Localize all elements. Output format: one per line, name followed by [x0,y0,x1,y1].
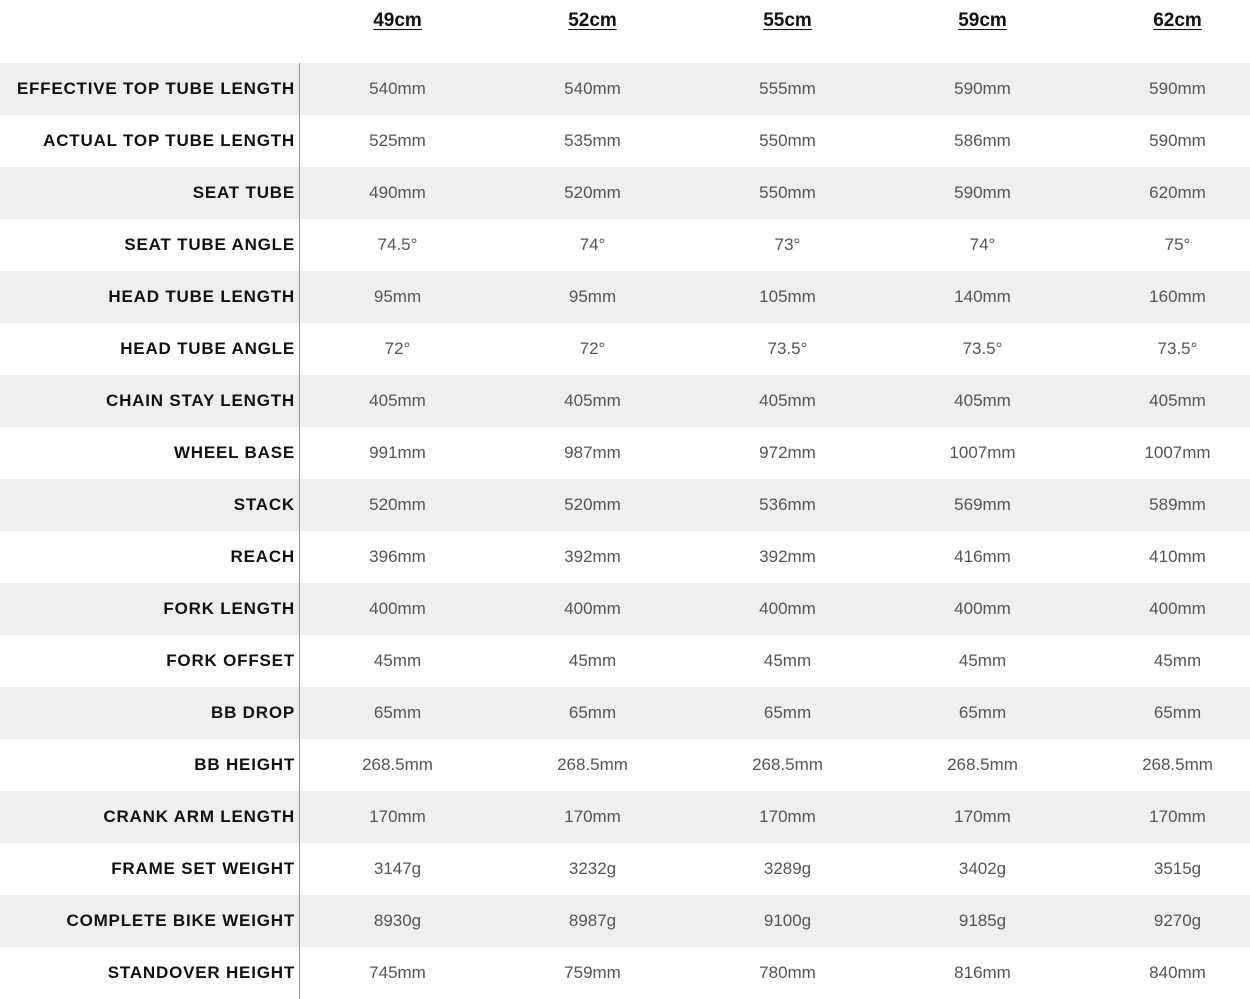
table-cell: 780mm [759,963,816,982]
table-cell: 586mm [954,131,1011,150]
table-row [0,219,1250,271]
table-cell: 170mm [369,807,426,826]
table-cell: 535mm [564,131,621,150]
table-cell: 590mm [954,183,1011,202]
table-cell: 550mm [759,183,816,202]
row-label: FRAME SET WEIGHT [0,843,300,895]
table-cell: 45mm [373,651,422,670]
table-cell: 392mm [564,547,621,566]
table-cell: 400mm [954,599,1011,618]
table-cell: 45mm [958,651,1007,670]
table-cell: 45mm [763,651,812,670]
header-spacer [0,0,300,63]
table-cell: 490mm [369,183,426,202]
table-cell: 65mm [763,703,812,722]
table-cell: 9185g [958,911,1007,930]
table-cell: 400mm [759,599,816,618]
table-cell: 991mm [369,443,426,462]
table-cell: 540mm [369,79,426,98]
table-cell: 3147g [373,859,422,878]
table-cell: 400mm [369,599,426,618]
table-cell: 405mm [954,391,1011,410]
table-row [0,375,1250,427]
table-cell: 268.5mm [1142,755,1213,774]
table-cell: 520mm [564,495,621,514]
row-label: HEAD TUBE ANGLE [0,323,300,375]
table-cell: 268.5mm [362,755,433,774]
table-cell: 540mm [564,79,621,98]
table-row [0,635,1250,687]
table-cell: 1007mm [949,443,1016,462]
table-cell: 9100g [763,911,812,930]
table-row [0,583,1250,635]
table-row [0,479,1250,531]
table-cell: 3515g [1153,859,1202,878]
table-cell: 590mm [1149,79,1206,98]
table-cell: 170mm [954,807,1011,826]
table-cell: 72° [579,339,606,358]
table-cell: 405mm [759,391,816,410]
table-cell: 550mm [759,131,816,150]
table-cell: 400mm [1149,599,1206,618]
table-cell: 3232g [568,859,617,878]
table-cell: 65mm [1153,703,1202,722]
row-label: BB HEIGHT [0,739,300,791]
table-cell: 816mm [954,963,1011,982]
table-cell: 65mm [373,703,422,722]
table-cell: 759mm [564,963,621,982]
table-cell: 140mm [954,287,1011,306]
table-cell: 525mm [369,131,426,150]
table-cell: 73.5° [962,339,1003,358]
table-cell: 400mm [564,599,621,618]
row-label: BB DROP [0,687,300,739]
table-cell: 520mm [369,495,426,514]
table-cell: 73° [774,235,801,254]
table-cell: 74.5° [377,235,418,254]
table-cell: 396mm [369,547,426,566]
table-cell: 95mm [568,287,617,306]
row-label: CHAIN STAY LENGTH [0,375,300,427]
table-cell: 520mm [564,183,621,202]
size-header-row [0,0,1250,63]
geometry-rows [0,63,1250,999]
table-cell: 72° [384,339,411,358]
row-label: STACK [0,479,300,531]
table-row [0,115,1250,167]
table-row [0,167,1250,219]
table-cell: 972mm [759,443,816,462]
table-cell: 555mm [759,79,816,98]
table-cell: 569mm [954,495,1011,514]
table-cell: 268.5mm [557,755,628,774]
table-row [0,427,1250,479]
table-row [0,791,1250,843]
table-cell: 65mm [568,703,617,722]
table-cell: 45mm [1153,651,1202,670]
table-cell: 620mm [1149,183,1206,202]
size-header-55cm[interactable]: 55cm [763,10,812,31]
table-cell: 590mm [1149,131,1206,150]
table-cell: 589mm [1149,495,1206,514]
table-cell: 405mm [369,391,426,410]
table-row [0,687,1250,739]
row-label: FORK LENGTH [0,583,300,635]
row-label: SEAT TUBE ANGLE [0,219,300,271]
row-label: COMPLETE BIKE WEIGHT [0,895,300,947]
table-row [0,739,1250,791]
row-label: WHEEL BASE [0,427,300,479]
table-cell: 3289g [763,859,812,878]
table-cell: 840mm [1149,963,1206,982]
table-cell: 590mm [954,79,1011,98]
table-cell: 73.5° [767,339,808,358]
table-cell: 160mm [1149,287,1206,306]
table-cell: 9270g [1153,911,1202,930]
table-cell: 74° [969,235,996,254]
table-row [0,323,1250,375]
table-cell: 8930g [373,911,422,930]
table-cell: 416mm [954,547,1011,566]
table-cell: 1007mm [1144,443,1211,462]
table-cell: 170mm [1149,807,1206,826]
table-cell: 410mm [1149,547,1206,566]
row-label: REACH [0,531,300,583]
size-header-59cm[interactable]: 59cm [958,10,1007,31]
table-row [0,895,1250,947]
table-row [0,531,1250,583]
table-cell: 745mm [369,963,426,982]
size-header-52cm[interactable]: 52cm [568,10,617,31]
size-header-62cm[interactable]: 62cm [1153,10,1202,31]
table-cell: 392mm [759,547,816,566]
row-label: FORK OFFSET [0,635,300,687]
row-label: ACTUAL TOP TUBE LENGTH [0,115,300,167]
table-cell: 75° [1164,235,1191,254]
table-cell: 170mm [759,807,816,826]
table-cell: 8987g [568,911,617,930]
table-cell: 73.5° [1157,339,1198,358]
row-label: CRANK ARM LENGTH [0,791,300,843]
table-cell: 74° [579,235,606,254]
table-cell: 268.5mm [752,755,823,774]
row-label: HEAD TUBE LENGTH [0,271,300,323]
table-cell: 170mm [564,807,621,826]
table-cell: 105mm [759,287,816,306]
table-row [0,63,1250,115]
row-label: STANDOVER HEIGHT [0,947,300,999]
table-cell: 405mm [564,391,621,410]
table-cell: 987mm [564,443,621,462]
table-row [0,947,1250,999]
table-cell: 95mm [373,287,422,306]
table-row [0,843,1250,895]
table-cell: 268.5mm [947,755,1018,774]
table-cell: 45mm [568,651,617,670]
row-label: SEAT TUBE [0,167,300,219]
table-cell: 3402g [958,859,1007,878]
table-cell: 536mm [759,495,816,514]
table-cell: 65mm [958,703,1007,722]
table-cell: 405mm [1149,391,1206,410]
row-label: EFFECTIVE TOP TUBE LENGTH [0,63,300,115]
size-header-49cm[interactable]: 49cm [373,10,422,31]
table-row [0,271,1250,323]
